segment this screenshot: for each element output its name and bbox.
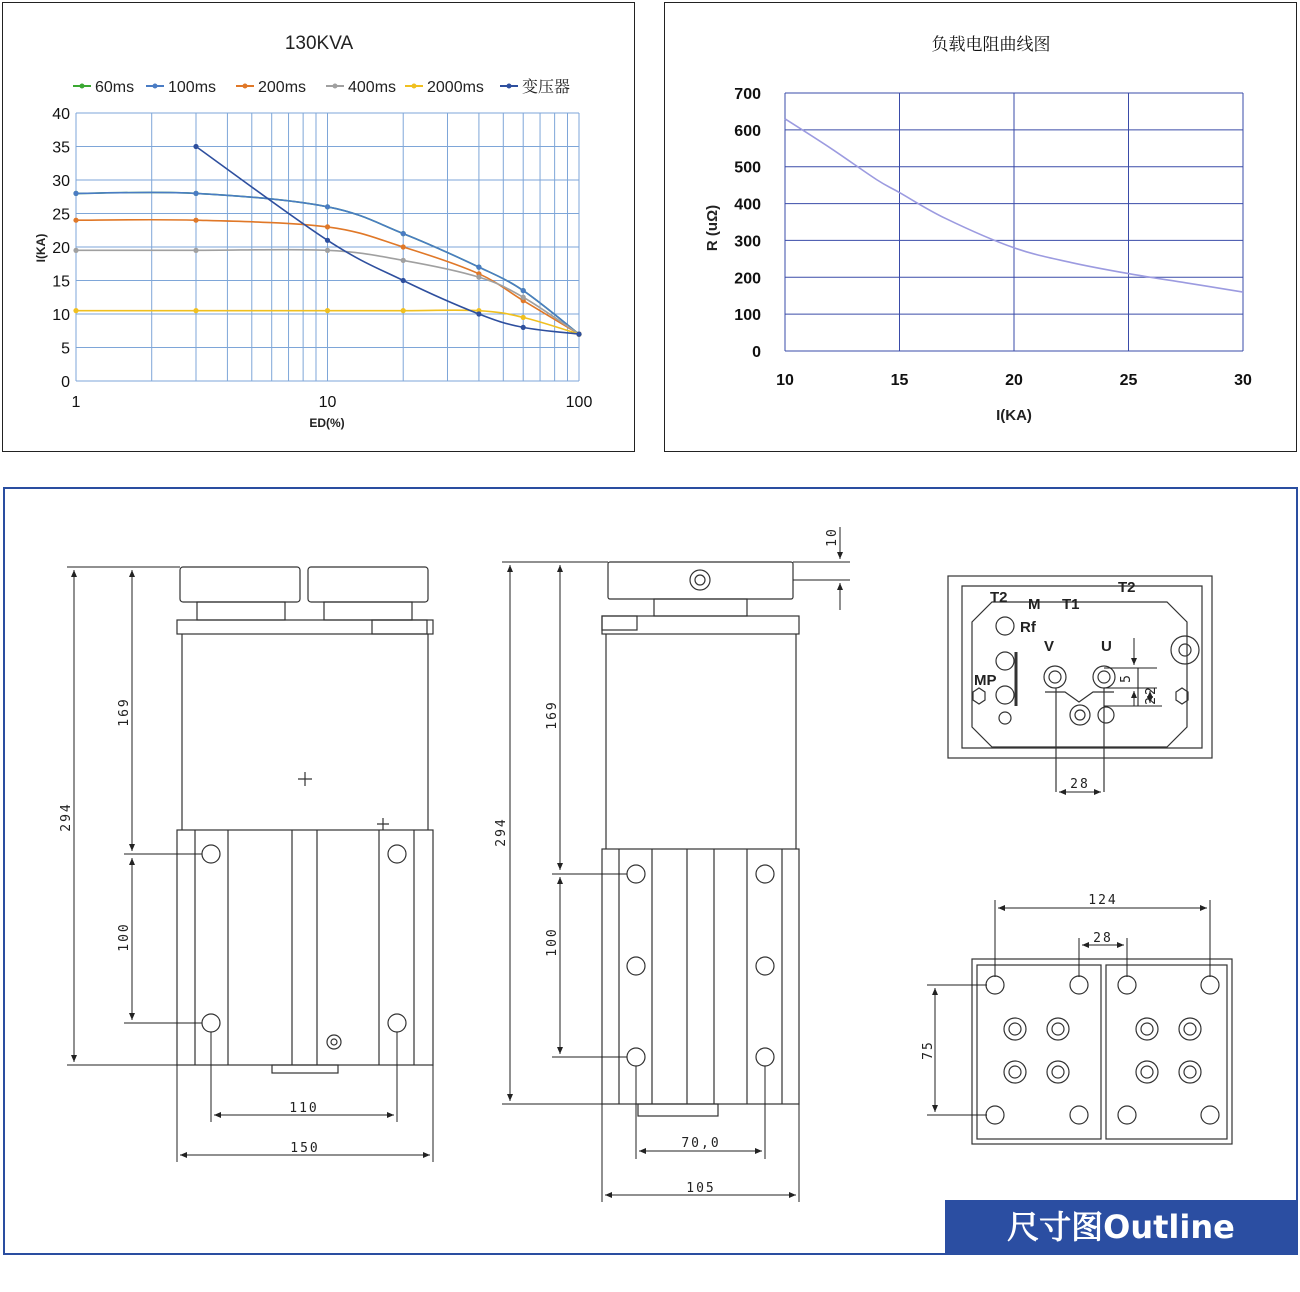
- dim-294-front: 294: [59, 802, 74, 832]
- label-t2-right: T2: [1118, 579, 1136, 596]
- y-tick-label: 0: [752, 344, 761, 361]
- front-view: [177, 567, 433, 1073]
- y-axis-label: I(KA): [34, 233, 48, 263]
- x-tick-label: 10: [776, 372, 794, 389]
- y-tick-label: 25: [52, 206, 70, 224]
- dim-28-terminal: 28: [1070, 777, 1090, 792]
- chart-title: 负载电阻曲线图: [931, 35, 1051, 54]
- dim-5: 5: [1119, 673, 1134, 683]
- legend-marker: [412, 84, 417, 89]
- data-point: [193, 308, 198, 313]
- legend-label: 60ms: [95, 79, 135, 96]
- data-point: [73, 218, 78, 223]
- data-point: [521, 325, 526, 330]
- chart-load-resistance: [665, 3, 1298, 453]
- data-point: [576, 332, 581, 337]
- y-tick-label: 700: [734, 86, 761, 103]
- data-point: [476, 275, 481, 280]
- series-line: [196, 147, 579, 335]
- data-point: [73, 191, 78, 196]
- data-point: [73, 308, 78, 313]
- y-tick-label: 100: [734, 307, 761, 325]
- x-tick-label: 100: [565, 394, 593, 411]
- dim-70: 70,0: [681, 1136, 721, 1151]
- dim-110: 110: [289, 1101, 319, 1116]
- legend-marker: [507, 84, 512, 89]
- data-point: [325, 308, 330, 313]
- dim-105: 105: [686, 1181, 716, 1196]
- x-axis-label: ED(%): [309, 416, 345, 430]
- data-point: [193, 248, 198, 253]
- legend-label: 400ms: [348, 79, 397, 96]
- x-tick-label: 1: [71, 394, 81, 411]
- label-mp: MP: [974, 672, 997, 689]
- x-tick-label: 25: [1119, 372, 1138, 389]
- y-tick-label: 35: [52, 139, 70, 157]
- outline-drawing-panel: [3, 487, 1298, 1255]
- y-tick-label: 0: [61, 374, 70, 391]
- data-point: [521, 315, 526, 320]
- data-point: [193, 144, 198, 149]
- data-point: [401, 258, 406, 263]
- y-tick-label: 20: [52, 240, 70, 257]
- outline-banner: 尺寸图Outline: [945, 1200, 1297, 1254]
- data-point: [193, 191, 198, 196]
- legend-label: 2000ms: [427, 79, 484, 96]
- y-tick-label: 600: [734, 122, 761, 140]
- y-tick-label: 10: [52, 307, 70, 324]
- dim-28-bottom: 28: [1093, 931, 1113, 946]
- data-point: [325, 248, 330, 253]
- data-point: [476, 311, 481, 316]
- x-tick-label: 20: [1005, 372, 1023, 389]
- label-v: V: [1044, 638, 1055, 655]
- x-tick-label: 10: [318, 394, 337, 411]
- y-tick-label: 400: [734, 196, 761, 214]
- data-point: [325, 238, 330, 243]
- data-point: [325, 204, 330, 209]
- label-t2-left: T2: [990, 589, 1008, 606]
- outline-drawing: [5, 489, 1300, 1257]
- data-point: [193, 218, 198, 223]
- label-u: U: [1101, 638, 1112, 655]
- dim-124: 124: [1088, 893, 1118, 908]
- chart-load-resistance-panel: [664, 2, 1297, 452]
- dim-22: 22: [1144, 685, 1159, 705]
- y-tick-label: 500: [734, 159, 761, 177]
- legend-label: 变压器: [522, 79, 571, 96]
- y-tick-label: 200: [734, 270, 761, 288]
- legend-marker: [243, 84, 248, 89]
- x-tick-label: 15: [890, 372, 909, 389]
- label-rf: Rf: [1020, 619, 1036, 636]
- dim-10: 10: [825, 527, 840, 547]
- data-point: [401, 231, 406, 236]
- dim-100-side: 100: [545, 927, 560, 957]
- dim-150: 150: [290, 1141, 320, 1156]
- dim-294-side: 294: [494, 817, 509, 847]
- label-m: M: [1028, 596, 1041, 613]
- data-point: [521, 288, 526, 293]
- label-t1: T1: [1062, 596, 1080, 613]
- data-point: [401, 244, 406, 249]
- y-tick-label: 300: [734, 233, 761, 251]
- y-tick-label: 30: [52, 173, 70, 190]
- data-point: [401, 278, 406, 283]
- dim-169-side: 169: [545, 700, 560, 730]
- y-axis-label: R (uΩ): [704, 204, 721, 252]
- x-axis-label: I(KA): [996, 407, 1032, 424]
- chart-title: 130KVA: [284, 33, 354, 54]
- dim-100-front: 100: [117, 922, 132, 952]
- y-tick-label: 15: [52, 273, 70, 291]
- x-tick-label: 30: [1234, 372, 1252, 389]
- y-tick-label: 40: [52, 106, 70, 123]
- dim-75: 75: [921, 1040, 936, 1060]
- dim-169-front: 169: [117, 697, 132, 727]
- data-point: [325, 224, 330, 229]
- legend-marker: [80, 84, 85, 89]
- data-point: [476, 265, 481, 270]
- chart-130kva: [3, 3, 636, 453]
- y-tick-label: 5: [61, 340, 70, 358]
- legend-marker: [333, 84, 338, 89]
- data-point: [73, 248, 78, 253]
- data-point: [521, 295, 526, 300]
- legend-marker: [153, 84, 158, 89]
- legend-label: 100ms: [168, 79, 217, 96]
- data-point: [401, 308, 406, 313]
- legend-label: 200ms: [258, 79, 307, 96]
- bottom-view: [972, 959, 1232, 1144]
- chart-130kva-panel: [2, 2, 635, 452]
- side-view: [602, 562, 799, 1116]
